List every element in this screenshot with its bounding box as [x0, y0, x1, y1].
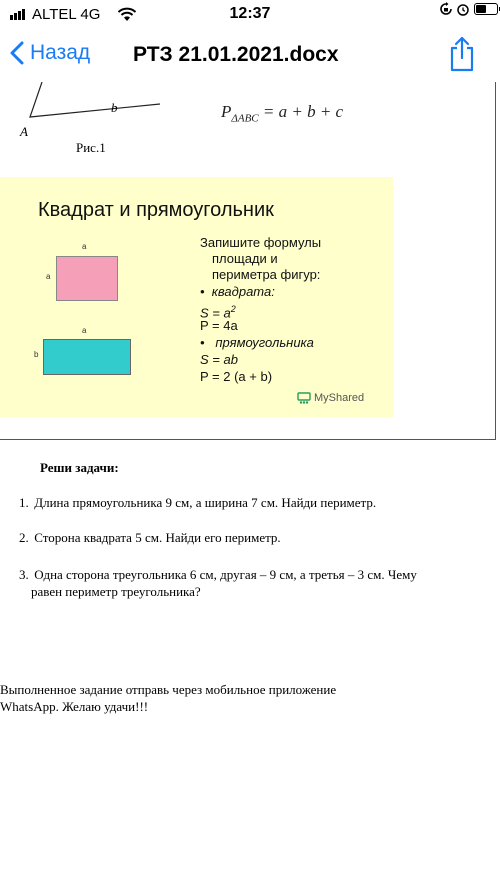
- chevron-left-icon: [10, 41, 24, 65]
- myshared-watermark: MyShared: [297, 392, 364, 404]
- status-bar: [0, 0, 500, 30]
- task-item: 3. Одна сторона треугольника 6 см, другая – 9 см, а третья – 3 см. Чему равен периметр треугольника?: [19, 567, 417, 599]
- document-title: РТЗ 21.01.2021.docx: [133, 43, 339, 66]
- rules-line: периметра фигур:: [212, 267, 321, 282]
- myshared-logo-icon: [297, 392, 311, 404]
- rules-line: Запишите формулы: [200, 235, 322, 250]
- rules-line: площади и: [212, 251, 278, 266]
- triangle-label-b: b: [111, 100, 118, 115]
- battery-icon: [474, 3, 498, 15]
- square-perimeter-formula: P = 4a: [200, 318, 238, 333]
- square-heading: • квадрата:: [200, 284, 275, 299]
- rect-area-formula: S = ab: [200, 352, 238, 367]
- rectangle-shape: [43, 339, 131, 375]
- square-label-top: a: [82, 242, 87, 251]
- rect-label-side: b: [34, 350, 39, 359]
- triangle-figure: [0, 82, 200, 142]
- slide-title: Квадрат и прямоугольник: [38, 199, 274, 221]
- tasks-heading: Реши задачи:: [40, 460, 119, 475]
- document-page: [0, 82, 496, 440]
- figure-caption: Рис.1: [76, 140, 106, 155]
- task-item: 1. Длина прямоугольника 9 см, а ширина 7 см. Найди периметр.: [19, 495, 377, 510]
- closing-note: Выполненное задание отправь через мобильное приложение WhatsApp. Желаю удачи!!!: [0, 682, 337, 714]
- square-label-side: a: [46, 272, 51, 281]
- carrier-name: ALTEL 4G: [32, 6, 101, 23]
- alarm-icon: [456, 1, 470, 21]
- square-shape: [56, 256, 118, 301]
- share-button[interactable]: [448, 36, 476, 77]
- rect-perimeter-formula: P = 2 (a + b): [200, 369, 273, 384]
- rect-label-top: a: [82, 326, 87, 335]
- share-icon: [448, 36, 476, 72]
- rotation-lock-icon: [438, 1, 454, 21]
- rect-heading: • прямоугольника: [200, 335, 314, 350]
- status-time: 12:37: [229, 5, 271, 22]
- back-button[interactable]: [10, 41, 90, 65]
- back-label: Назад: [30, 41, 91, 64]
- task-item: 2. Сторона квадрата 5 см. Найди его периметр.: [19, 530, 281, 545]
- nav-bar: [0, 30, 500, 82]
- slide-image: [0, 177, 393, 417]
- perimeter-formula: $P_{\Delta ABC} = a + b + c$: [221, 102, 344, 125]
- square-area-formula: $S = a^2$: [200, 304, 236, 321]
- triangle-label-a: A: [20, 124, 28, 139]
